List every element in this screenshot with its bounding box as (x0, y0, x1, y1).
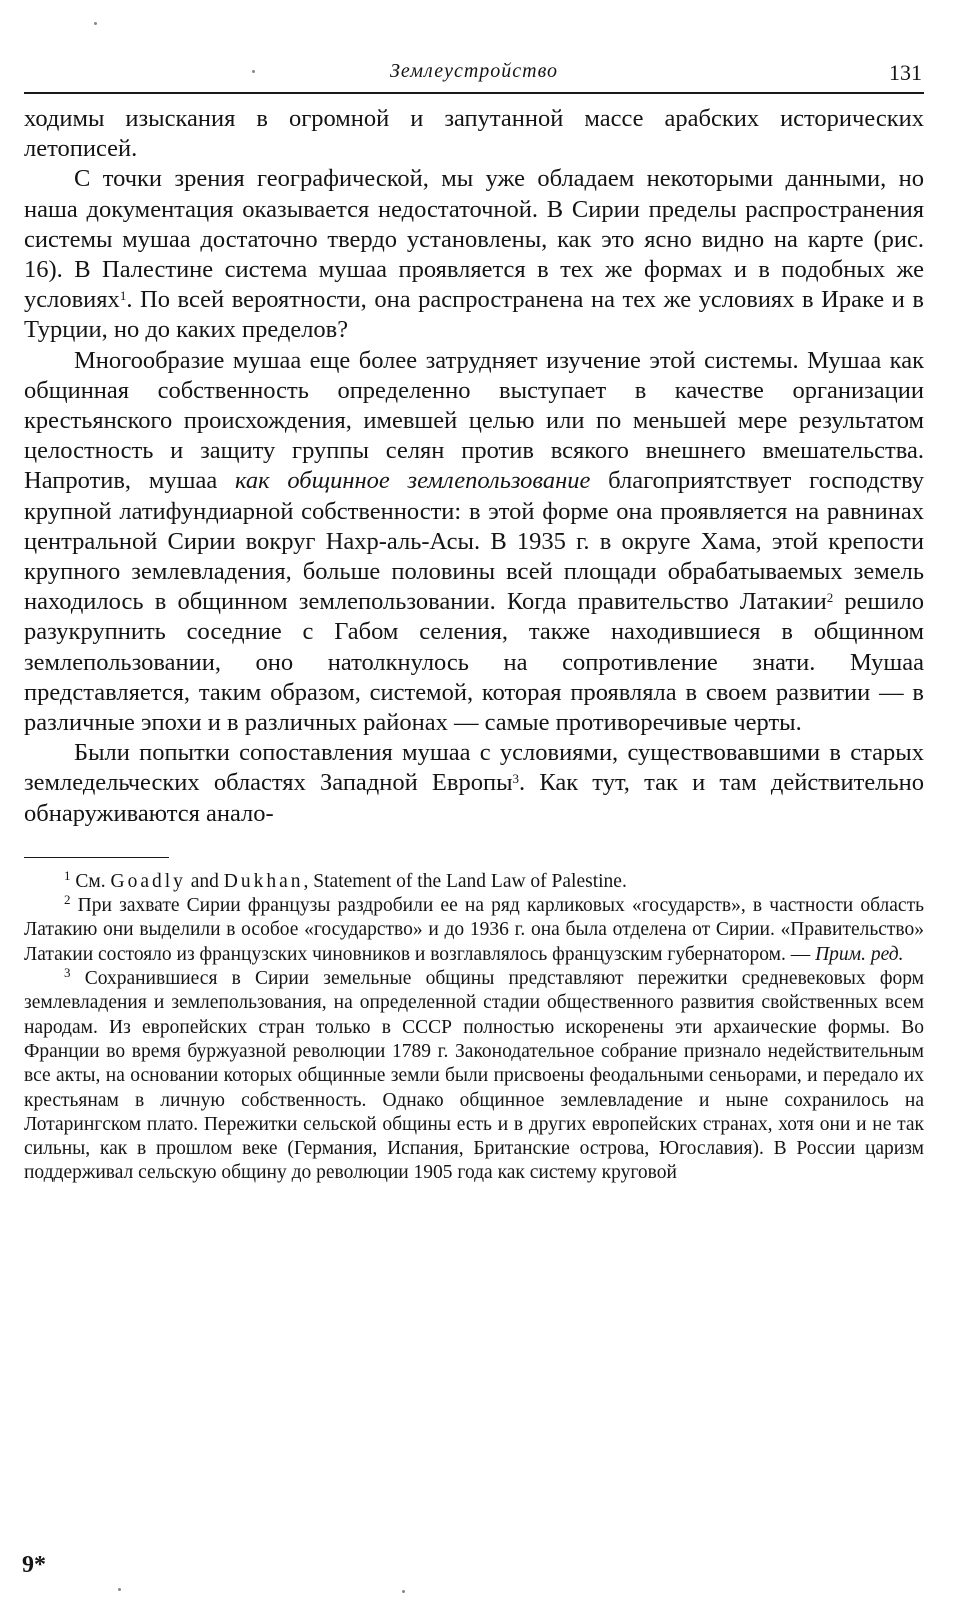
scan-speck (252, 70, 255, 73)
scan-speck (94, 22, 97, 25)
paragraph-4-text-a: Были попытки сопоставления мушаа с условиями, существовавшими в старых земледельческих областях Западной Европы (24, 739, 924, 797)
footnote-2-text: При захвате Сирии французы раздробили ее на ряд карликовых «государств», в частности область Латакию они выделили в особое «государство» и до 1936 г. она была отделена от Сирии. «Правительство» Латакии состояло из французских чиновников и возглавлялось французским губернатором. — (24, 895, 924, 965)
paragraph-4 (24, 738, 924, 829)
footnote-ref-1: 1 (119, 288, 127, 304)
footnote-1-author-2: Dukhan (223, 870, 304, 892)
running-header (24, 52, 924, 94)
paragraph-1 (24, 104, 924, 164)
book-page (24, 52, 924, 1186)
paragraph-1-text: ходимы изыскания в огромной и запутанной массе арабских исторических летописей. (24, 105, 924, 163)
paragraph-2-text-a: С точки зрения географической, мы уже обладаем некоторыми данными, но наша документация оказывается недостаточной. В Сирии пределы распространения системы мушаа достаточно твердо установлены, как это ясно видно на карте (рис. 16). В Палестине система мушаа проявляется в тех же формах и в подобных же условиях (24, 165, 924, 314)
footnote-ref-2: 2 (826, 590, 834, 606)
footnote-separator (24, 857, 169, 858)
footnote-2-editor-note: Прим. ред. (815, 943, 904, 965)
paragraph-3-text-a: Многообразие мушаа еще более затрудняет изучение этой системы. Мушаа как общинная собственность определенно выступает в качестве организации крестьянского происхождения, имевшей целью или по меньшей мере результатом целостность и защиту группы селян против всякого внешнего вмешательства. Напротив, мушаа (24, 346, 924, 495)
footnote-1-title: , Statement of the Land Law of Palestine. (303, 870, 627, 892)
footnote-1-prefix: См. (70, 870, 111, 892)
footnote-3-mark: 3 (64, 965, 71, 981)
printer-signature: 9* (22, 1552, 46, 1578)
paragraph-4-text-b: . Как тут, так и там действительно обнаруживаются анало- (24, 769, 924, 827)
scan-speck (118, 1588, 121, 1591)
footnote-1-mark: 1 (64, 867, 71, 883)
paragraph-2-text-b: . По всей вероятности, она распространена на тех же условиях в Ираке и в Турции, но до каких пределов? (24, 286, 924, 344)
main-text (24, 104, 924, 829)
footnote-2 (24, 894, 924, 967)
footnote-3 (24, 967, 924, 1186)
running-title: Землеустройство (389, 60, 559, 82)
scan-speck (402, 1590, 405, 1593)
footnote-2-mark: 2 (64, 892, 71, 908)
paragraph-3-text-b: благоприятствует господству крупной латифундиарной собственности: в этой форме она проявляется на равнинах центральной Сирии вокруг Нахр-аль-Асы. В 1935 г. в округе Хама, этой крепости крупного землевладения, больше половины всей площади обрабатываемых земель находилось в общинном землепользовании. Когда правительство Латакии (24, 467, 924, 616)
footnote-ref-3: 3 (512, 771, 520, 787)
paragraph-3-emphasis: как общинное землепользование (234, 467, 591, 495)
paragraph-3-text-c: решило разукрупнить соседние с Габом селения, также находившиеся в общинном землепользовании, оно натолкнулось на сопротивление знати. Мушаа представляется, таким образом, системой, которая проявляла в своем развитии — в различные эпохи и в различных районах — самые противоречивые черты. (24, 588, 924, 737)
footnote-1 (24, 867, 924, 894)
paragraph-3 (24, 346, 924, 739)
page-number: 131 (889, 60, 922, 85)
paragraph-2 (24, 164, 924, 345)
footnotes (24, 867, 924, 1186)
footnote-3-text: Сохранившиеся в Сирии земельные общины представляют пережитки средневековых форм землевладения и землепользования, на определенной стадии общественного развития свойственных всем народам. Из европейских стран только в СССР полностью искоренены эти архаические формы. Во Франции во время буржуазной революции 1789 г. Законодательное собрание признало недействительным все акты, на основании которых общинные земли были присвоены феодальными сеньорами, и передало их крестьянам в личную собственность. Однако общинное землевладение и ныне сохранилось на Лотарингском плато. Пережитки сельской общины есть и в других европейских странах, хотя они и не так сильны, как в прошлом веке (Германия, Испания, Британские острова, Югославия). В России царизм поддерживал сельскую общину до революции 1905 года как систему круговой (24, 968, 924, 1184)
footnote-1-and: and (185, 870, 224, 892)
footnote-1-author-1: Goadly (110, 870, 186, 892)
